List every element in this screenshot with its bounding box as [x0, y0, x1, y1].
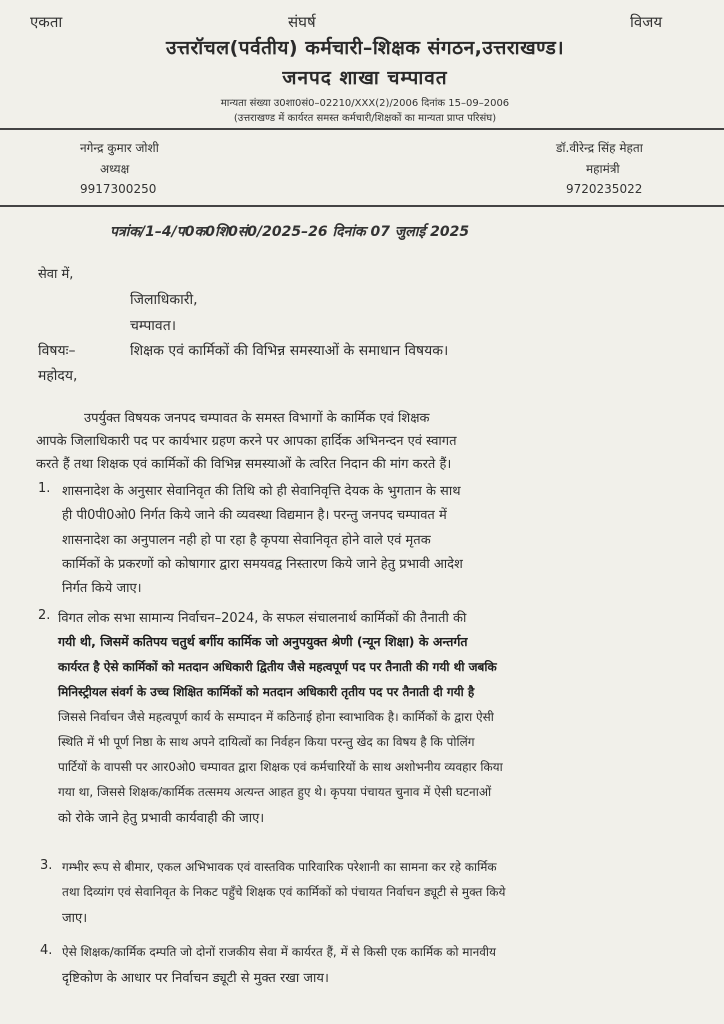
point-line: स्थिति में भी पूर्ण निष्ठा के साथ अपने दायित्वों का निर्वहन किया परन्तु खेद का विषय है कि पोलिंग	[58, 735, 475, 749]
point-line: ऐसे शिक्षक/कार्मिक दम्पति जो दोनों राजकीय सेवा में कार्यरत हैं, में से किसी एक कार्मिक को मानवीय	[62, 945, 496, 959]
motto-victory: विजय	[630, 13, 663, 31]
point-number: 4.	[40, 943, 53, 958]
salutation-to: सेवा में,	[38, 267, 74, 282]
point-line: को रोके जाने हेतु प्रभावी कार्यवाही की जाए।	[58, 811, 265, 826]
branch-name: जनपद शाखा चम्पावत	[282, 67, 448, 89]
general-secretary-phone: 9720235022	[566, 182, 643, 196]
point-line: जाए।	[62, 911, 88, 926]
point-line: तथा दिव्यांग एवं सेवानिवृत के निकट पहुँचे शिक्षक एवं कार्मिकों को पंचायत निर्वाचन ड्यूटी से मुक्त किये	[62, 885, 506, 899]
recipient: जिलाधिकारी,	[130, 292, 198, 308]
point-line: शासनादेश का अनुपालन नही हो पा रहा है कृपया सेवानिवृत होने वाले एवं मृतक	[62, 533, 431, 548]
recognition-note: (उत्तराखण्ड में कार्यरत समस्त कर्मचारी/शिक्षकों का मान्यता प्राप्त परिसंघ)	[233, 113, 497, 124]
general-secretary-name: डॉ.वीरेन्द्र सिंह मेहता	[556, 141, 643, 155]
organization-name: उत्तरॉचल(पर्वतीय) कर्मचारी–शिक्षक संगठन,उत्तराखण्ड।	[165, 37, 565, 59]
point-line: कार्मिकों के प्रकरणों को कोषागार द्वारा समयवद्व निस्तारण किये जाने हेतु प्रभावी आदेश	[62, 557, 463, 572]
point-line: जिससे निर्वाचन जैसे महत्वपूर्ण कार्य के सम्पादन में कठिनाई होना स्वाभाविक है। कार्मिकों के द्वारा ऐसी	[58, 710, 494, 724]
general-secretary-title: महामंत्री	[586, 162, 620, 176]
letterhead-divider-top	[0, 128, 724, 130]
point-line: कार्यरत है ऐसे कार्मिकों को मतदान अधिकारी द्वितीय जैसे महत्वपूर्ण पद पर तैनाती की गयी थी जबकि	[58, 660, 497, 674]
reference-number: पत्रांक/1–4/प0क0शि0सं0/2025–26 दिनांक 07 जुलाई 2025	[110, 224, 470, 240]
point-line: गयी थी, जिसमें कतिपय चतुर्थ बर्गीय कार्मिक जो अनुपयुक्त श्रेणी (न्यून शिक्षा) के अन्तर्गत	[58, 634, 468, 649]
subject-label: विषयः–	[38, 343, 76, 359]
president-title: अध्यक्ष	[100, 162, 130, 176]
intro-line: आपके जिलाधिकारी पद पर कार्यभार ग्रहण करने पर आपका हार्दिक अभिनन्दन एवं स्वागत	[36, 434, 457, 449]
recipient-place: चम्पावत।	[130, 318, 177, 334]
president-phone: 9917300250	[80, 182, 157, 196]
president-name: नगेन्द्र कुमार जोशी	[80, 141, 159, 155]
point-line: ही पी0पी0ओ0 निर्गत किये जाने की व्यवस्था विद्यमान है। परन्तु जनपद चम्पावत में	[62, 508, 447, 523]
subject-text: शिक्षक एवं कार्मिकों की विभिन्न समस्याओं के समाधान विषयक।	[130, 343, 449, 359]
point-number: 3.	[40, 858, 53, 873]
motto-unity: एकता	[30, 13, 63, 31]
point-line: मिनिस्ट्रीयल संवर्ग के उच्च शिक्षित कार्मिकों को मतदान अधिकारी तृतीय पद पर तैनाती दी गयी है	[58, 685, 475, 699]
intro-line: करते हैं तथा शिक्षक एवं कार्मिकों की विभिन्न समस्याओं के त्वरित निदान की मांग करते हैं।	[36, 457, 452, 472]
motto-struggle: संघर्ष	[288, 13, 316, 31]
point-line: विगत लोक सभा सामान्य निर्वाचन–2024, के सफल संचालनार्थ कार्मिकों की तैनाती की	[58, 611, 467, 626]
point-line: पार्टियों के वापसी पर आर0ओ0 चम्पावत द्वारा शिक्षक एवं कर्मचारियों के साथ अशोभनीय व्यवहार किया	[58, 760, 503, 774]
point-line: गया था, जिससे शिक्षक/कार्मिक तत्समय अत्यन्त आहत हुए थे। कृपया पंचायत चुनाव में ऐसी घटनाओं	[58, 785, 492, 799]
letterhead-divider-bottom	[0, 205, 724, 207]
intro-line: उपर्युक्त विषयक जनपद चम्पावत के समस्त विभागों के कार्मिक एवं शिक्षक	[84, 411, 430, 426]
greeting: महोदय,	[38, 368, 78, 384]
point-line: निर्गत किये जाए।	[62, 581, 142, 596]
point-line: दृष्टिकोण के आधार पर निर्वाचन ड्यूटी से मुक्त रखा जाय।	[62, 971, 329, 986]
point-line: शासनादेश के अनुसार सेवानिवृत की तिथि को ही सेवानिवृत्ति देयक के भुगतान के साथ	[62, 484, 461, 499]
recognition-number: मान्यता संख्या उ0शा0सं0–02210/XXX(2)/2006 दिनांक 15–09–2006	[220, 98, 510, 109]
point-line: गम्भीर रूप से बीमार, एकल अभिभावक एवं वास्तविक पारिवारिक परेशानी का सामना कर रहे कार्मिक	[62, 860, 497, 874]
point-number: 2.	[38, 608, 51, 623]
point-number: 1.	[38, 481, 51, 496]
